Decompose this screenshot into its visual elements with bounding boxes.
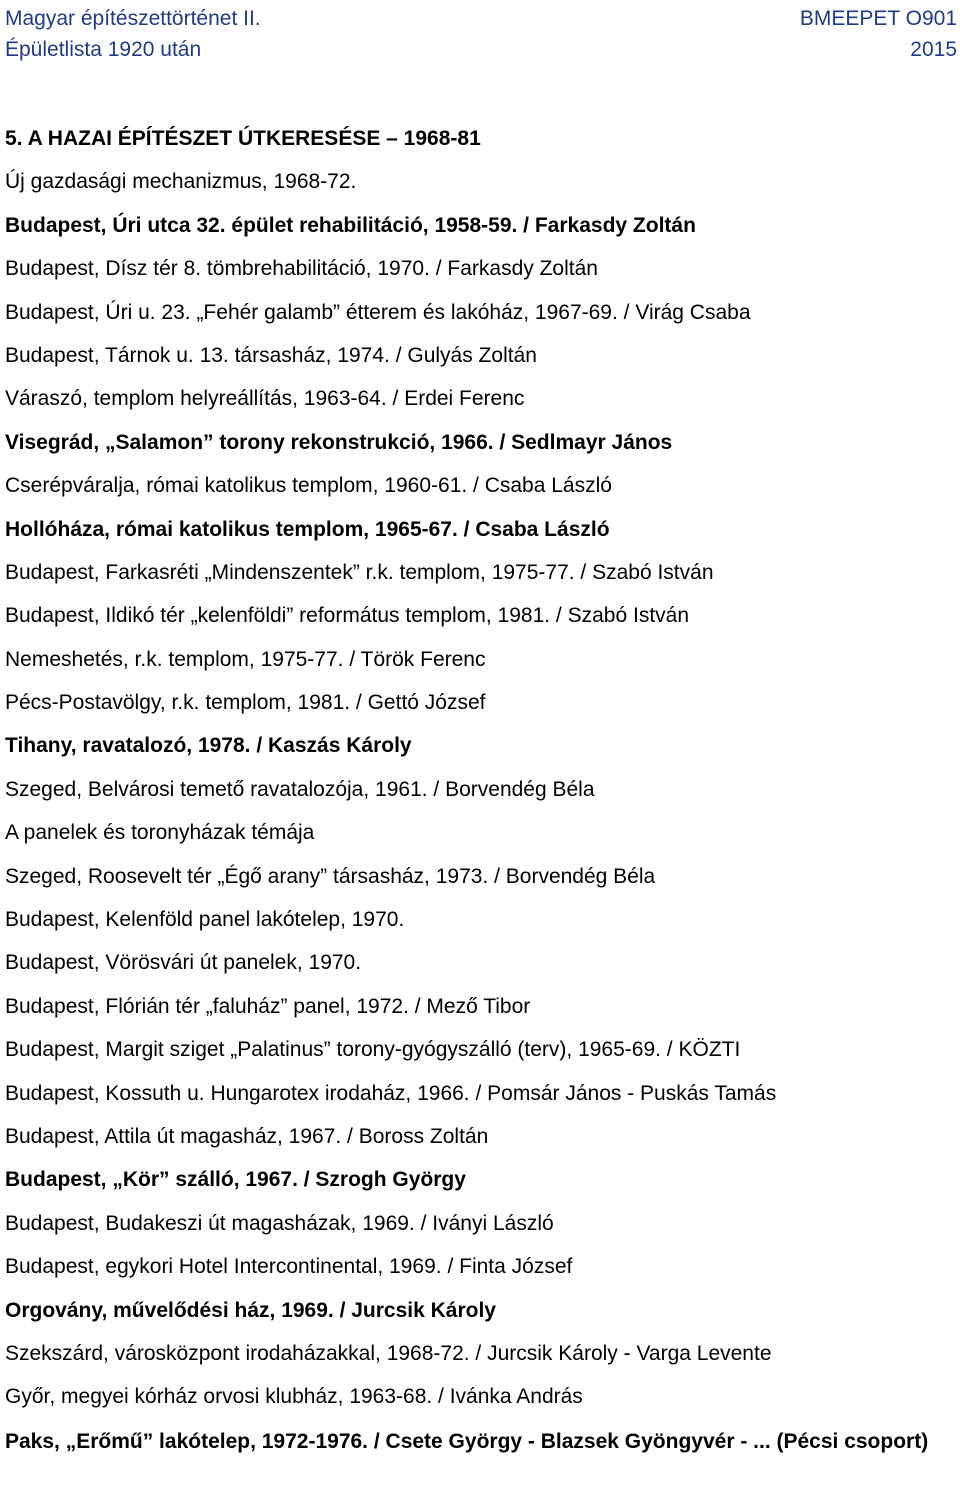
list-item: Budapest, Attila út magasház, 1967. / Boross Zoltán <box>5 1124 489 1148</box>
list-item: Paks, „Erőmű” lakótelep, 1972-1976. / Csete György - Blazsek Gyöngyvér - ... (Pécsi csoport) <box>5 1429 929 1453</box>
page-header <box>5 3 957 65</box>
list-item: Váraszó, templom helyreállítás, 1963-64. / Erdei Ferenc <box>5 387 525 411</box>
year: 2015 <box>910 38 957 61</box>
header-row-2 <box>5 34 957 65</box>
list-item: Budapest, Farkasréti „Mindenszentek” r.k. templom, 1975-77. / Szabó István <box>5 560 714 584</box>
list-item: Visegrád, „Salamon” torony rekonstrukció, 1966. / Sedlmayr János <box>5 430 673 454</box>
list-item: Budapest, Ildikó tér „kelenföldi” református templom, 1981. / Szabó István <box>5 604 690 628</box>
course-code: BMEEPET O901 <box>799 7 957 30</box>
list-item: Budapest, Kossuth u. Hungarotex irodaház, 1966. / Pomsár János - Puskás Tamás <box>5 1081 777 1105</box>
list-item: Szeged, Belvárosi temető ravatalozója, 1961. / Borvendég Béla <box>5 777 595 801</box>
list-item: Budapest, Úri u. 23. „Fehér galamb” étterem és lakóház, 1967-69. / Virág Csaba <box>5 300 751 324</box>
list-item: Budapest, Margit sziget „Palatinus” torony-gyógyszálló (terv), 1965-69. / KÖZTI <box>5 1038 741 1062</box>
list-item: Hollóháza, római katolikus templom, 1965-67. / Csaba László <box>5 517 610 541</box>
list-item: Budapest, „Kör” szálló, 1967. / Szrogh György <box>5 1168 466 1192</box>
course-title: Magyar építészettörténet II. <box>5 7 261 30</box>
list-item: Budapest, Flórián tér „faluház” panel, 1972. / Mező Tibor <box>5 994 531 1018</box>
list-item: Budapest, Tárnok u. 13. társasház, 1974. / Gulyás Zoltán <box>5 343 537 367</box>
list-item: Pécs-Postavölgy, r.k. templom, 1981. / Gettó József <box>5 691 486 715</box>
list-item: Budapest, Vörösvári út panelek, 1970. <box>5 951 362 975</box>
list-item: Budapest, Úri utca 32. épület rehabilitáció, 1958-59. / Farkasdy Zoltán <box>5 213 696 237</box>
list-item: Szekszárd, városközpont irodaházakkal, 1968-72. / Jurcsik Károly - Varga Levente <box>5 1341 772 1365</box>
list-item: Orgovány, művelődési ház, 1969. / Jurcsik Károly <box>5 1298 496 1322</box>
building-entries <box>5 168 955 1456</box>
building-list <box>5 125 955 1457</box>
list-item: Budapest, Kelenföld panel lakótelep, 1970. <box>5 908 405 932</box>
section-title: 5. A HAZAI ÉPÍTÉSZET ÚTKERESÉSE – 1968-81 <box>5 127 481 150</box>
list-item: Új gazdasági mechanizmus, 1968-72. <box>5 170 357 194</box>
list-item: Nemeshetés, r.k. templom, 1975-77. / Török Ferenc <box>5 647 486 671</box>
list-title: Épületlista 1920 után <box>5 38 202 61</box>
header-row-1 <box>5 3 957 34</box>
list-item: Budapest, Budakeszi út magasházak, 1969. / Iványi László <box>5 1211 554 1235</box>
list-item: A panelek és toronyházak témája <box>5 821 315 845</box>
list-item: Győr, megyei kórház orvosi klubház, 1963-68. / Ivánka András <box>5 1385 583 1409</box>
list-item: Budapest, Dísz tér 8. tömbrehabilitáció, 1970. / Farkasdy Zoltán <box>5 257 598 281</box>
list-item: Budapest, egykori Hotel Intercontinental, 1969. / Finta József <box>5 1255 573 1279</box>
list-item: Tihany, ravatalozó, 1978. / Kaszás Károly <box>5 734 412 758</box>
list-item: Cserépváralja, római katolikus templom, 1960-61. / Csaba László <box>5 474 612 498</box>
list-item: Szeged, Roosevelt tér „Égő arany” társasház, 1973. / Borvendég Béla <box>5 864 656 888</box>
